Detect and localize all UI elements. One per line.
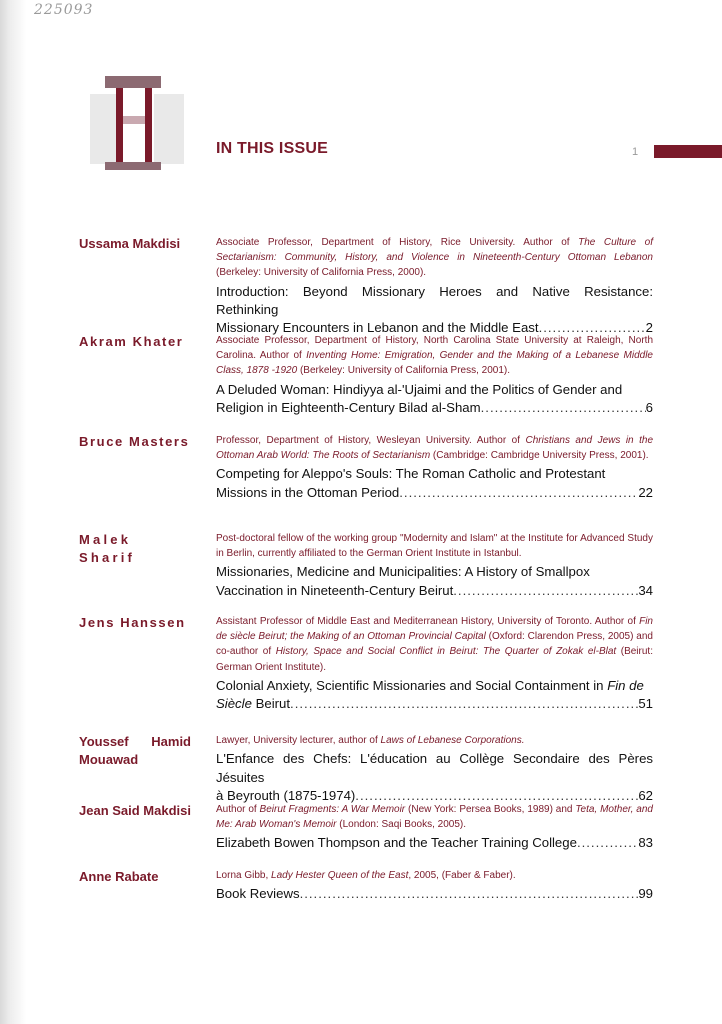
entry-content bbox=[216, 235, 653, 338]
article-title[interactable]: Introduction: Beyond Missionary Heroes and Native Resistance: Rethinking Missionary Encounters in Lebanon and the Middle East ..... 2 bbox=[216, 283, 653, 338]
article-page-number: 34 bbox=[638, 582, 653, 598]
author-name: Anne Rabate bbox=[79, 869, 159, 884]
author-name: Akram Khater bbox=[79, 334, 184, 349]
article-title[interactable]: L'Enfance des Chefs: L'éducation au Collège Secondaire des Pères Jésuites à Beyrouth (1875-1974) ..... 62 bbox=[216, 750, 653, 805]
author-bio: Assistant Professor of Middle East and Mediterranean History, University of Toronto. Author of Fin de siècle Beirut; the Making of an Ottoman Provincial Capital (Oxford: Clarendon Press, 2005) and co-author of History, Space and Social Conflict in Beirut: The Quarter of Zokak el-Blat (Beirut: German Orient Institute). bbox=[216, 616, 653, 673]
author-name: Jean Said Makdisi bbox=[79, 803, 191, 818]
author-bio: Lawyer, University lecturer, author of Laws of Lebanese Corporations. bbox=[216, 735, 525, 746]
article-page-number: 62 bbox=[638, 788, 653, 804]
article-page-number: 22 bbox=[638, 484, 653, 500]
article-page-number: 51 bbox=[638, 696, 653, 712]
author-bio: Professor, Department of History, Wesleyan University. Author of Christians and Jews in the Ottoman Arab World: The Roots of Sectarianism (Cambridge: Cambridge University Press, 2001). bbox=[216, 435, 653, 462]
author-bio: Post-doctoral fellow of the working group "Modernity and Islam" at the Institute for Advanced Study in Berlin, currently affiliated to the German Orient Institute in Istanbul. bbox=[216, 533, 653, 560]
page-binding-shadow bbox=[0, 0, 26, 1024]
article-title[interactable]: Book Reviews ..... 99 bbox=[216, 885, 653, 903]
author-name: Ussama Makdisi bbox=[79, 236, 181, 251]
article-page-number: 99 bbox=[638, 886, 653, 902]
author-name: Youssef Hamid Mouawad bbox=[79, 734, 191, 767]
handwritten-catalog-number: 225093 bbox=[34, 2, 94, 18]
article-title[interactable]: Elizabeth Bowen Thompson and the Teacher Training College ..... 83 bbox=[216, 834, 653, 852]
article-title[interactable]: Missionaries, Medicine and Municipalities: A History of Smallpox Vaccination in Nineteenth-Century Beirut ..... 34 bbox=[216, 563, 653, 600]
article-title[interactable]: Competing for Aleppo's Souls: The Roman Catholic and Protestant Missions in the Ottoman Period ..... 22 bbox=[216, 465, 653, 502]
author-name: Bruce Masters bbox=[79, 434, 190, 449]
page-number: 1 bbox=[632, 146, 639, 158]
entry-content bbox=[216, 614, 653, 714]
author-name: Malek Sharif bbox=[79, 532, 136, 565]
header-accent-bar bbox=[654, 145, 722, 158]
article-title[interactable]: Colonial Anxiety, Scientific Missionaries and Social Containment in Fin de Siècle Beirut ..... 51 bbox=[216, 677, 653, 714]
article-title[interactable]: A Deluded Woman: Hindiyya al-'Ujaimi and the Politics of Gender and Religion in Eighteenth-Century Bilad al-Sham ..... 6 bbox=[216, 381, 653, 418]
author-bio: Lorna Gibb, Lady Hester Queen of the East, 2005, (Faber & Faber). bbox=[216, 870, 516, 881]
ahl-logo bbox=[90, 76, 190, 170]
entry-content bbox=[216, 733, 653, 805]
page-title: IN THIS ISSUE bbox=[216, 140, 328, 157]
author-bio: Associate Professor, Department of History, Rice University. Author of The Culture of Sectarianism: Community, History, and Violence in Nineteenth-Century Ottoman Lebanon (Berkeley: University of California Press, 2000). bbox=[216, 237, 653, 279]
entry-content bbox=[216, 531, 653, 600]
author-bio: Author of Beirut Fragments: A War Memoir (New York: Persea Books, 1989) and Teta, Mother, and Me: Arab Woman's Memoir (London: Saqi Books, 2005). bbox=[216, 804, 653, 831]
article-page-number: 83 bbox=[638, 835, 653, 851]
author-bio: Associate Professor, Department of History, North Carolina State University at Raleigh, North Carolina. Author of Inventing Home: Emigration, Gender and the Making of a Lebanese Middle Class, 1878 -1920 (Berkeley: University of California Press, 2001). bbox=[216, 335, 653, 377]
author-name: Jens Hanssen bbox=[79, 615, 186, 630]
entry-content bbox=[216, 868, 653, 904]
entry-content bbox=[216, 433, 653, 502]
article-page-number: 6 bbox=[645, 400, 653, 416]
entry-content bbox=[216, 802, 653, 853]
entry-content bbox=[216, 333, 653, 417]
article-page-number: 2 bbox=[645, 320, 653, 336]
